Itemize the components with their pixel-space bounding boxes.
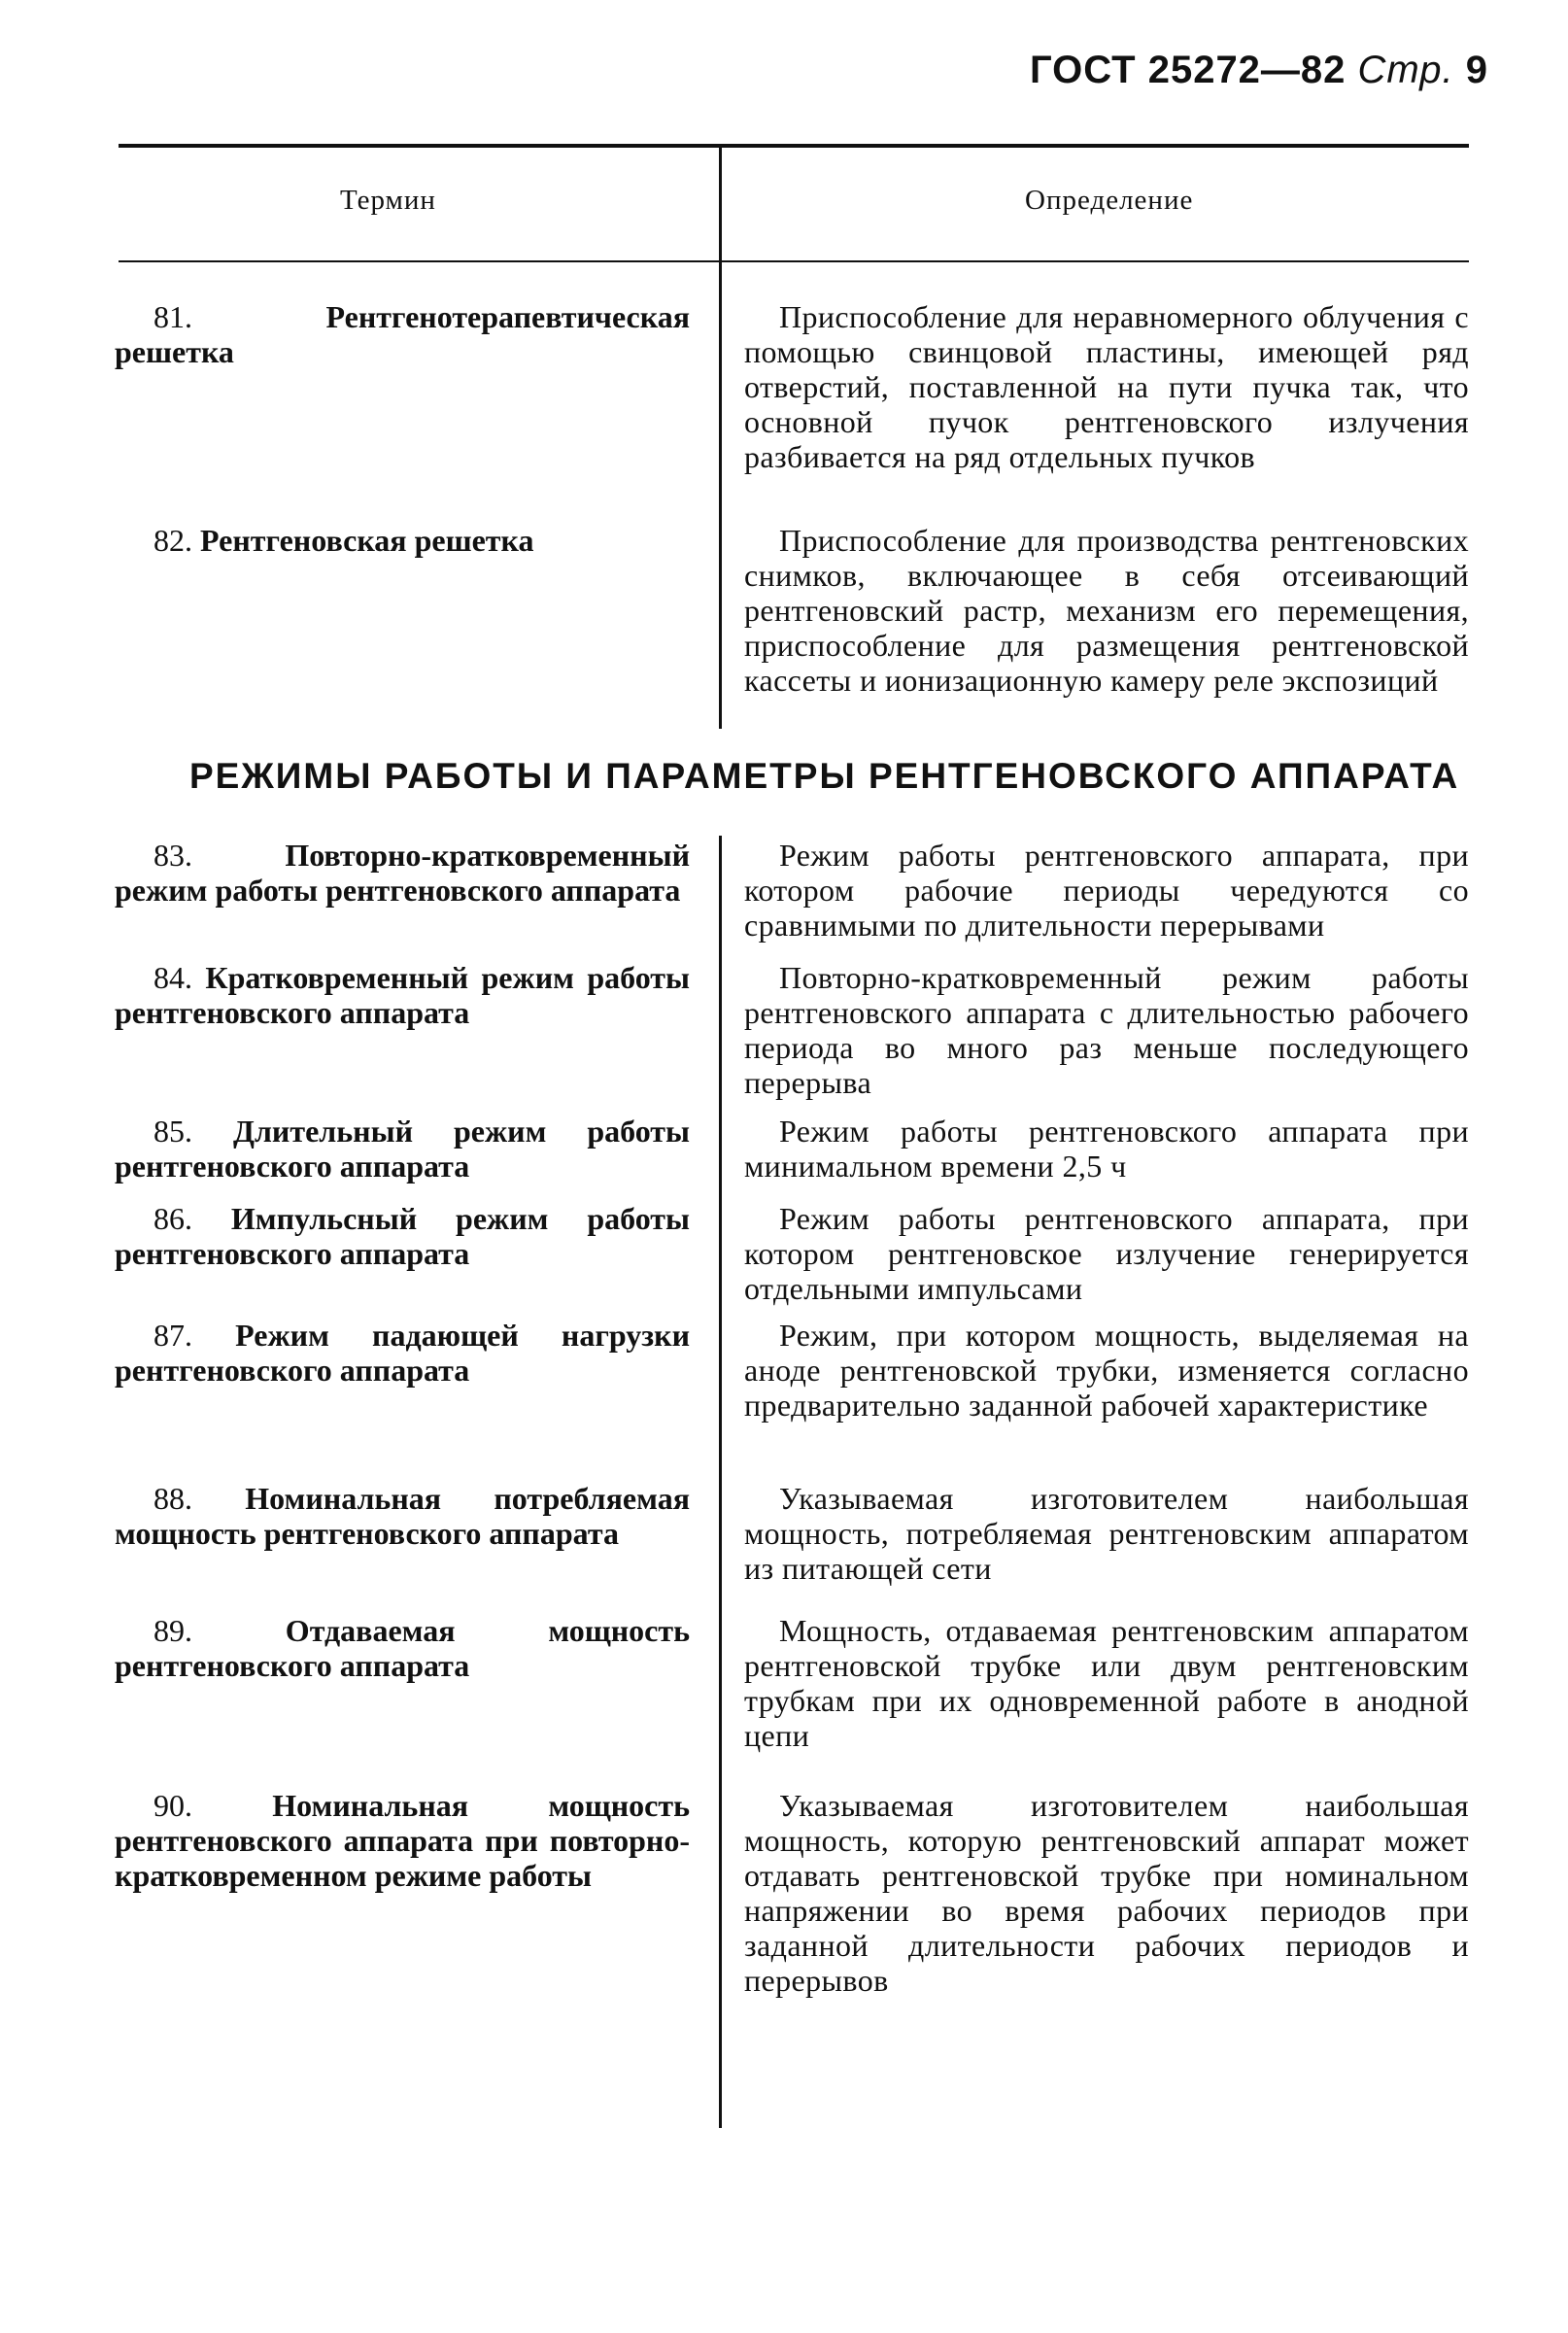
term-82 — [115, 523, 690, 558]
page-number: 9 — [1465, 49, 1489, 91]
term-text: Отдаваемая мощность рентгеновского аппарата — [115, 1613, 691, 1683]
definition-87: Режим, при котором мощность, выделяемая на аноде рентгеновской трубки, изменяется согласно предварительно заданной рабочей характеристике — [744, 1318, 1469, 1423]
definition-90: Указываемая изготовителем наибольшая мощность, которую рентгеновский аппарат может отдавать рентгеновской трубке при номинальном напряжении во время рабочих периодов при заданной длительности рабочих периодов и перерывов — [744, 1788, 1469, 1998]
definition-86: Режим работы рентгеновского аппарата, при котором рентгеновское излучение генерируется отдельными импульсами — [744, 1201, 1469, 1306]
term-84 — [115, 960, 690, 1030]
column-divider-bottom — [719, 836, 722, 2128]
term-number: 87. — [153, 1318, 192, 1353]
term-number: 88. — [153, 1481, 192, 1516]
term-text: Режим падающей нагрузки рентгеновского аппарата — [115, 1318, 690, 1388]
definition-82: Приспособление для производства рентгеновских снимков, включающее в себя отсеивающий рентгеновский растр, механизм его перемещения, приспособление для размещения рентгеновской кассеты и ионизационную камеру реле экспозиций — [744, 523, 1469, 698]
column-divider-top — [719, 146, 722, 729]
term-number: 86. — [153, 1201, 192, 1236]
term-number: 82. — [153, 523, 192, 558]
definition-84: Повторно-кратковременный режим работы рентгеновского аппарата с длительностью рабочего периода во много раз меньше последующего перерыва — [744, 960, 1469, 1100]
term-text: Номинальная мощность рентгеновского аппарата при повторно-кратковременном режиме работы — [115, 1788, 690, 1893]
term-87 — [115, 1318, 690, 1388]
term-85 — [115, 1114, 690, 1184]
term-text: Кратковременный режим работы рентгеновского аппарата — [115, 960, 690, 1030]
term-90 — [115, 1788, 690, 1893]
term-81 — [115, 299, 690, 369]
column-header-term: Термин — [340, 185, 436, 216]
page-word: Стр. — [1357, 49, 1454, 91]
term-number: 90. — [153, 1788, 192, 1823]
page-header — [1030, 49, 1488, 92]
term-text: Длительный режим работы рентгеновского аппарата — [115, 1114, 691, 1184]
term-89 — [115, 1613, 690, 1683]
term-number: 85. — [153, 1114, 192, 1149]
term-text: Рентгеновская решетка — [200, 523, 534, 558]
term-number: 89. — [153, 1613, 192, 1648]
term-text: Рентгенотерапевтическая решетка — [115, 299, 690, 369]
term-text: Импульсный режим работы рентгеновского аппарата — [115, 1201, 691, 1271]
term-83 — [115, 838, 690, 908]
term-number: 81. — [153, 299, 192, 334]
header-rule-bottom — [119, 260, 1469, 262]
definition-85: Режим работы рентгеновского аппарата при минимальном времени 2,5 ч — [744, 1114, 1469, 1184]
term-86 — [115, 1201, 690, 1271]
definition-88: Указываемая изготовителем наибольшая мощность, потребляемая рентгеновским аппаратом из питающей сети — [744, 1481, 1469, 1586]
definition-83: Режим работы рентгеновского аппарата, при котором рабочие периоды чередуются со сравнимыми по длительности перерывами — [744, 838, 1469, 943]
document-code: ГОСТ 25272—82 — [1030, 49, 1346, 91]
definition-81: Приспособление для неравномерного облучения с помощью свинцовой пластины, имеющей ряд отверстий, поставленной на пути пучка так, что основной пучок рентгеновского излучения разбивается на ряд отдельных пучков — [744, 299, 1469, 474]
term-text: Номинальная потребляемая мощность рентгеновского аппарата — [115, 1481, 691, 1551]
term-number: 83. — [153, 838, 192, 873]
term-text: Повторно-кратковременный режим работы рентгеновского аппарата — [115, 838, 690, 908]
header-rule-top — [119, 144, 1469, 148]
definition-89: Мощность, отдаваемая рентгеновским аппаратом рентгеновской трубке или двум рентгеновским трубкам при их одновременной работе в анодной цепи — [744, 1613, 1469, 1753]
term-number: 84. — [153, 960, 192, 995]
section-title: РЕЖИМЫ РАБОТЫ И ПАРАМЕТРЫ РЕНТГЕНОВСКОГО АППАРАТА — [189, 756, 1460, 796]
term-88 — [115, 1481, 690, 1551]
column-header-definition: Определение — [1025, 185, 1194, 216]
